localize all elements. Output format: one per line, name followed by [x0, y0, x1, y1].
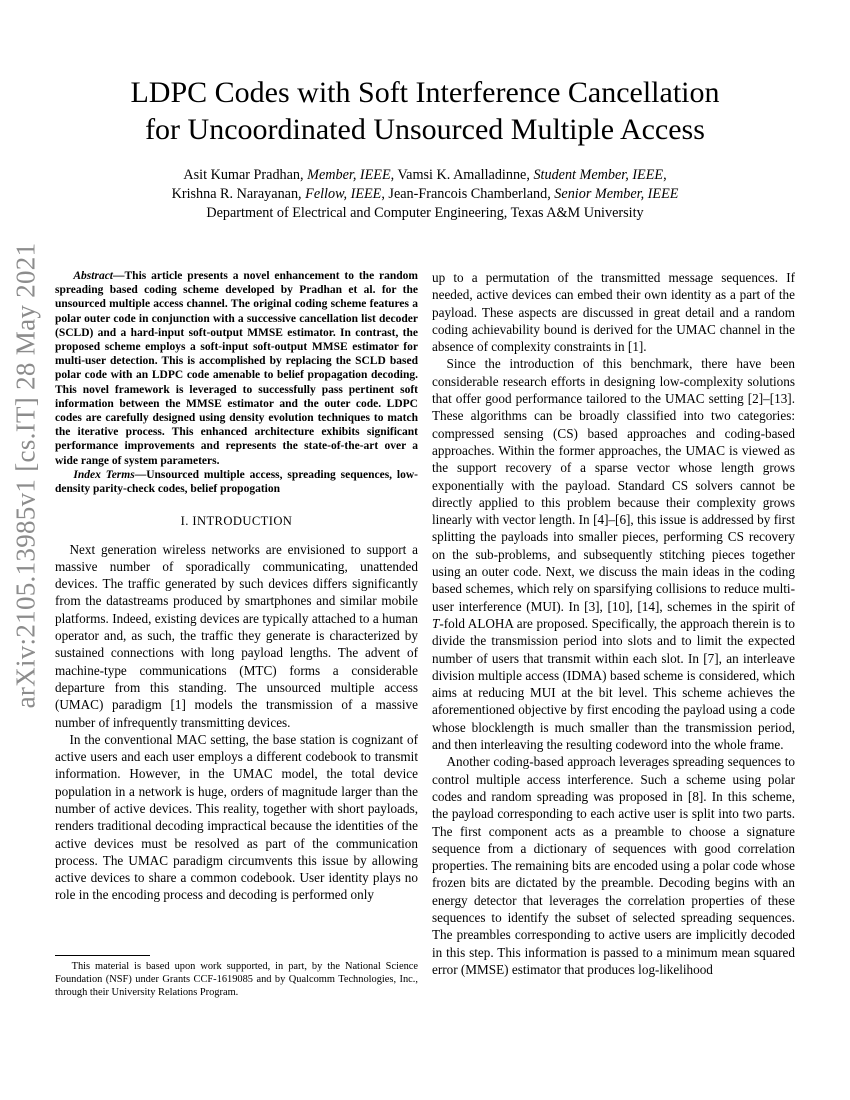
index-terms-text: —Unsourced multiple access, spreading sequences, low-density parity-check codes, belief propogation — [55, 468, 418, 496]
author-role-1: Member, IEEE — [307, 167, 391, 183]
affiliation: Department of Electrical and Computer Engineering, Texas A&M University — [206, 205, 644, 221]
author-name-3: Krishna R. Narayanan, — [171, 186, 306, 202]
author-name-1: Asit Kumar Pradhan, — [183, 167, 308, 183]
intro-paragraph-3 — [432, 355, 795, 753]
left-column — [55, 269, 418, 904]
index-terms-label: Index Terms — [73, 468, 135, 481]
author-block — [70, 166, 780, 223]
author-role-2: Student Member, IEEE — [533, 167, 664, 183]
author-line-2 — [70, 185, 780, 204]
author-role-3: Fellow, IEEE — [305, 186, 382, 202]
right-column — [432, 269, 795, 978]
abstract-text: —This article presents a novel enhancement to the random spreading based coding scheme developed by Pradhan et al. for the unsourced multiple access channel. The original coding scheme features a polar outer code in conjunction with a successive cancellation list decoder (SCLD) and a hard-input soft-output MMSE estimator. In contrast, the proposed scheme employs a soft-input soft-output MMSE estimator for multi-user detection. This is accomplished by replacing the SCLD based polar code with an LDPC code amenable to belief propagation decoding. This novel framework is leveraged to successfully pass pertinent soft information between the MMSE estimator and the outer code. LDPC codes are carefully designed using density evolution techniques to match the iterative process. This enhanced architecture exhibits significant performance improvements and represents the state-of-the-art over a wide range of system parameters. — [55, 270, 418, 467]
footnote-divider — [55, 955, 150, 956]
intro-paragraph-3-part-b: -fold ALOHA are proposed. Specifically, the approach therein is to divide the transmission period into slots and to limit the expected number of users that transmit within each slot. In [7], an interleave division multiple access (IDMA) based scheme is considered, which aims at reducing MUI at the bit level. This scheme achieves the aforementioned objective by first encoding the payload using a code whose blocklength is much smaller than the transmission period, and then interleaving the resulting codeword into the whole frame. — [432, 615, 795, 753]
arxiv-stamp — [6, 242, 46, 708]
intro-paragraph-2-continued: up to a permutation of the transmitted message sequences. If needed, active devices can embed their own identity as a part of the payload. These aspects are discussed in great detail and a random coding achievability bound is derived for the UMAC channel in the absence of complexity constraints in [1]. — [432, 270, 795, 355]
index-terms — [55, 468, 418, 496]
intro-paragraph-4: Another coding-based approach leverages spreading sequences to control multiple access interference. Such a scheme using polar codes and random spreading was proposed in [8]. In this scheme, the payload corresponding to each active user is split into two parts. The first component acts as a preamble to choose a signature sequence from a dictionary of sequences with good correlation properties. The remaining bits are encoded using a polar code whose frozen bits are dictated by the preamble. Decoding begins with an energy detector that leverages the correlation properties of these sequences to identify the subset of selected spreading sequences. The preambles corresponding to active users are implicitly decoded in this step. This information is passed to a minimum mean squared error (MMSE) estimator that produces log-likelihood — [432, 754, 795, 977]
paper-title — [70, 74, 780, 148]
intro-paragraph-2: In the conventional MAC setting, the base station is cognizant of active users and each user employs a different codebook to transmit information. However, in the UMAC model, the total device population in a network is huge, orders of magnitude larger than the number of active devices. This reality, together with short payloads, renders traditional decoding impractical because the identities of the active devices must be resolved as part of the communication process. The UMAC paradigm circumvents this issue by allowing active devices to share a common codebook. User identity plays no role in the encoding process and decoding is performed only — [55, 731, 418, 903]
section-heading-introduction: I. INTRODUCTION — [180, 514, 293, 529]
title-line-2: for Uncoordinated Unsourced Multiple Access — [145, 113, 705, 146]
funding-footnote: This material is based upon work supported, in part, by the National Science Foundation (NSF) under Grants CCF-1619085 and by Qualcomm Technologies, Inc., through their University Relations Program. — [55, 961, 418, 998]
abstract — [55, 269, 418, 468]
author-line-1 — [70, 166, 780, 185]
author-name-2: , Vamsi K. Amalladinne, — [390, 167, 534, 183]
intro-paragraph-3-part-a: Since the introduction of this benchmark, there have been considerable research efforts in designing low-complexity solutions that offer good performance tailored to the UMAC setting [2]–[13]. These algorithms can be broadly classified into two categories: compressed sensing (CS) based approaches and coding-based approaches. Within the former approaches, the UMAC is viewed as the support recovery of a sparse vector whose length grows exponentially with the payload. Standard CS solvers cannot be directly applied to this problem because their complexity grows linearly with vector length. In [4]–[6], this issue is addressed by first splitting the payloads into smaller pieces, performing CS recovery on the sub-problems, and subsequently stitching pieces together using an outer code. Next, we discuss the main ideas in the coding based schemes, which rely on sparsifying collisions to reduce multi-user interference (MUI). In [3], [10], [14], schemes in the spirit of — [432, 356, 795, 614]
abstract-label: Abstract — [73, 270, 114, 282]
t-fold-symbol: T — [432, 615, 440, 631]
author-line-1-end: , — [663, 167, 667, 183]
author-role-4: Senior Member, IEEE — [554, 186, 679, 202]
title-line-1: LDPC Codes with Soft Interference Cancellation — [130, 76, 720, 109]
intro-paragraph-1: Next generation wireless networks are envisioned to support a massive number of sporadically communicating, unattended devices. The traffic generated by such devices differs significantly from the datastreams produced by smartphones and similar mobile platforms. Indeed, existing devices are typically attached to a human operator and, as such, the traffic they generate is characterized by sustained connections with long payload lengths. The advent of machine-type communications (MTC) forms a considerable departure from this standing. The unsourced multiple access (UMAC) paradigm [1] models the transmission of a massive number of infrequently transmitting devices. — [55, 541, 418, 730]
author-name-4: , Jean-Francois Chamberland, — [381, 186, 555, 202]
arxiv-identifier: arXiv:2105.13985v1 [cs.IT] 28 May 2021 — [10, 242, 41, 708]
